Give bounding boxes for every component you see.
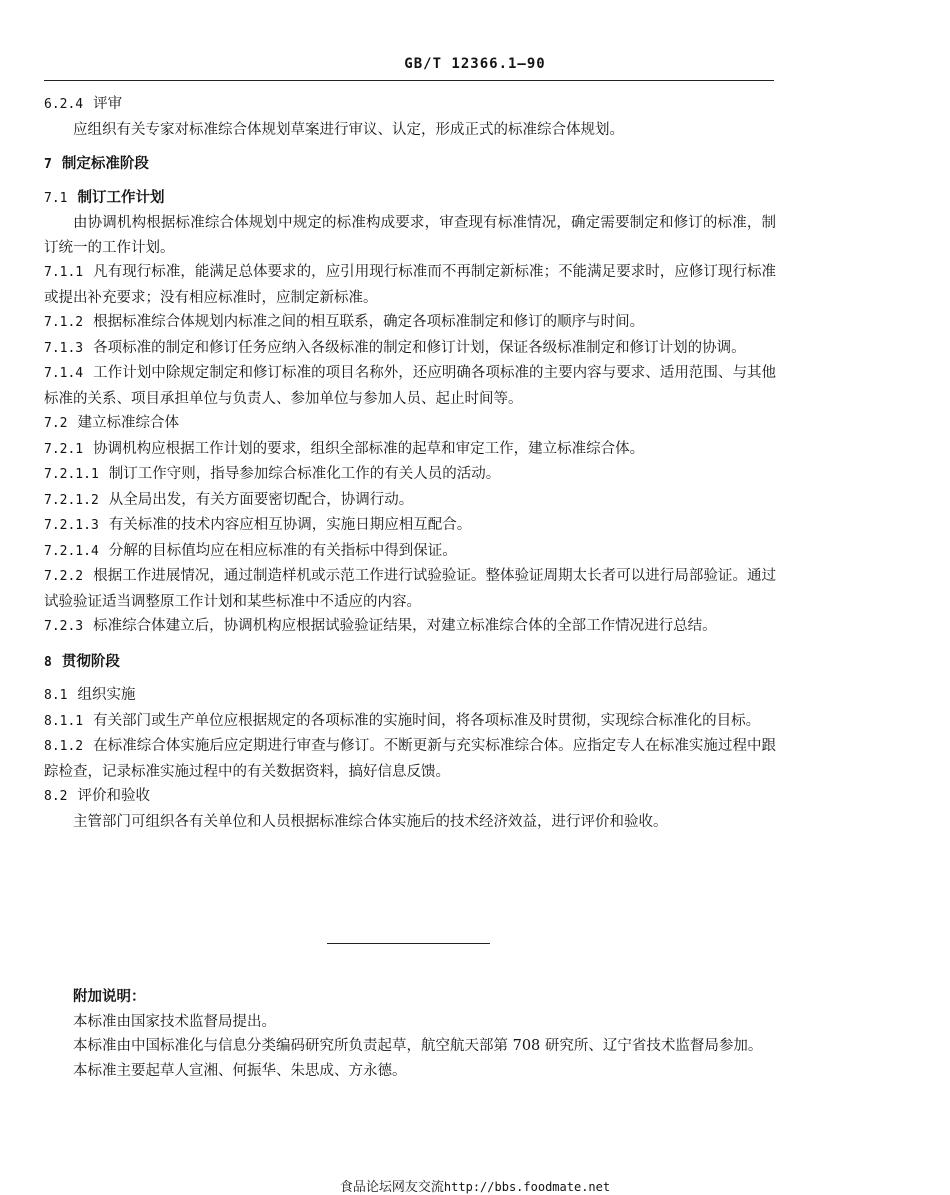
section-number: 6.2.4	[44, 97, 84, 112]
standard-code-header: GB/T 12366.1—90	[404, 56, 546, 72]
section-title: 评价和验收	[77, 788, 150, 804]
chapter-title: 制定标准阶段	[61, 156, 149, 172]
chapter-7-heading	[44, 152, 776, 178]
section-6-2-4-heading	[44, 92, 776, 118]
section-title: 组织实施	[77, 687, 136, 703]
section-number: 7.2	[44, 416, 68, 431]
section-7-1-text: 由协调机构根据标准综合体规划中规定的标准构成要求，审查现有标准情况，确定需要制定和修订的标准，制订统一的工作计划。	[44, 215, 776, 256]
header-divider	[44, 80, 774, 81]
clause-7-1-2	[44, 310, 776, 336]
clause-text: 从全局出发，有关方面要密切配合，协调行动。	[108, 491, 414, 508]
footer-watermark	[0, 1176, 950, 1195]
chapter-8-heading	[44, 650, 776, 676]
clause-number: 8.1.2	[44, 739, 84, 754]
clause-text: 标准综合体建立后，协调机构应根据试验验证结果，对建立标准综合体的全部工作情况进行总结。	[93, 618, 717, 634]
clause-number: 7.2.1.4	[44, 543, 99, 559]
clause-number: 7.1.3	[44, 340, 84, 356]
clause-7-2-2	[44, 564, 776, 614]
clause-7-1-4	[44, 361, 776, 411]
clause-7-2-1-1	[44, 462, 776, 488]
clause-7-1-3	[44, 336, 776, 362]
clause-number: 7.2.3	[44, 619, 84, 634]
section-6-2-4-text: 应组织有关专家对标准综合体规划草案进行审议、认定，形成正式的标准综合体规划。	[73, 121, 624, 138]
section-title: 制订工作计划	[77, 189, 165, 206]
section-number: 7.1	[44, 190, 68, 206]
clause-8-1-1	[44, 709, 776, 735]
footer-url[interactable]: http://bbs.foodmate.net	[443, 1180, 611, 1194]
section-8-1-heading	[44, 683, 776, 709]
clause-text: 制订工作守则，指导参加综合标准化工作的有关人员的活动。	[108, 466, 501, 482]
chapter-number: 7	[44, 157, 52, 172]
document-body	[44, 92, 776, 834]
clause-text: 根据工作进展情况，通过制造样机或示范工作进行试验验证。整体验证周期太长者可以进行局部验证。通过试验验证适当调整原工作计划和某些标准中不适应的内容。	[44, 568, 776, 610]
clause-number: 8.1.1	[44, 713, 84, 729]
additional-notes	[44, 985, 776, 1083]
clause-7-2-1-3	[44, 513, 776, 539]
clause-number: 7.2.1.1	[44, 467, 99, 482]
note-line: 本标准主要起草人宣湘、何振华、朱思成、方永德。	[73, 1062, 407, 1079]
end-of-text-rule	[327, 943, 490, 944]
clause-text: 各项标准的制定和修订任务应纳入各级标准的制定和修订计划，保证各级标准制定和修订计划的协调。	[93, 339, 746, 356]
clause-text: 工作计划中除规定制定和修订标准的项目名称外，还应明确各项标准的主要内容与要求、适用范围、与其他标准的关系、项目承担单位与负责人、参加单位与参加人员、起止时间等。	[44, 365, 776, 407]
clause-8-1-2	[44, 734, 776, 784]
additional-notes-title: 附加说明：	[73, 989, 146, 1005]
clause-number: 7.1.1	[44, 265, 84, 280]
clause-number: 7.2.2	[44, 569, 84, 584]
clause-7-2-1-2	[44, 488, 776, 514]
clause-text: 凡有现行标准，能满足总体要求的，应引用现行标准而不再制定新标准；不能满足要求时，应修订现行标准或提出补充要求；没有相应标准时，应制定新标准。	[44, 264, 776, 306]
clause-number: 7.1.2	[44, 315, 84, 330]
clause-7-2-1-4	[44, 539, 776, 565]
section-8-2-text: 主管部门可组织各有关单位和人员根据标准综合体实施后的技术经济效益，进行评价和验收。	[73, 813, 668, 830]
clause-7-1-1	[44, 260, 776, 310]
note-line: 本标准由中国标准化与信息分类编码研究所负责起草，航空航天部第 708 研究所、辽宁省技术监督局参加。	[73, 1038, 763, 1054]
footer-label: 食品论坛网友交流	[339, 1180, 444, 1195]
chapter-number: 8	[44, 654, 52, 670]
clause-number: 7.2.1.3	[44, 518, 99, 533]
section-7-1-heading	[44, 186, 776, 212]
note-line: 本标准由国家技术监督局提出。	[73, 1013, 276, 1030]
clause-7-2-3	[44, 614, 776, 640]
section-title: 评审	[93, 96, 123, 112]
clause-text: 协调机构应根据工作计划的要求，组织全部标准的起草和审定工作，建立标准综合体。	[93, 440, 645, 457]
section-title: 建立标准综合体	[77, 415, 179, 431]
clause-number: 7.2.1.2	[44, 492, 99, 508]
section-number: 8.1	[44, 688, 68, 703]
clause-text: 分解的目标值均应在相应标准的有关指标中得到保证。	[108, 542, 457, 559]
clause-7-2-1	[44, 437, 776, 463]
section-7-2-heading	[44, 411, 776, 437]
clause-text: 有关部门或生产单位应根据规定的各项标准的实施时间，将各项标准及时贯彻，实现综合标准化的目标。	[93, 712, 761, 729]
clause-number: 7.2.1	[44, 441, 84, 457]
chapter-title: 贯彻阶段	[61, 653, 120, 670]
clause-text: 在标准综合体实施后应定期进行审查与修订。不断更新与充实标准综合体。应指定专人在标准实施过程中跟踪检查，记录标准实施过程中的有关数据资料，搞好信息反馈。	[44, 738, 776, 780]
section-8-2-heading	[44, 784, 776, 810]
clause-number: 7.1.4	[44, 366, 84, 381]
clause-text: 有关标准的技术内容应相互协调，实施日期应相互配合。	[108, 517, 472, 533]
clause-text: 根据标准综合体规划内标准之间的相互联系，确定各项标准制定和修订的顺序与时间。	[93, 314, 645, 330]
section-number: 8.2	[44, 789, 68, 804]
